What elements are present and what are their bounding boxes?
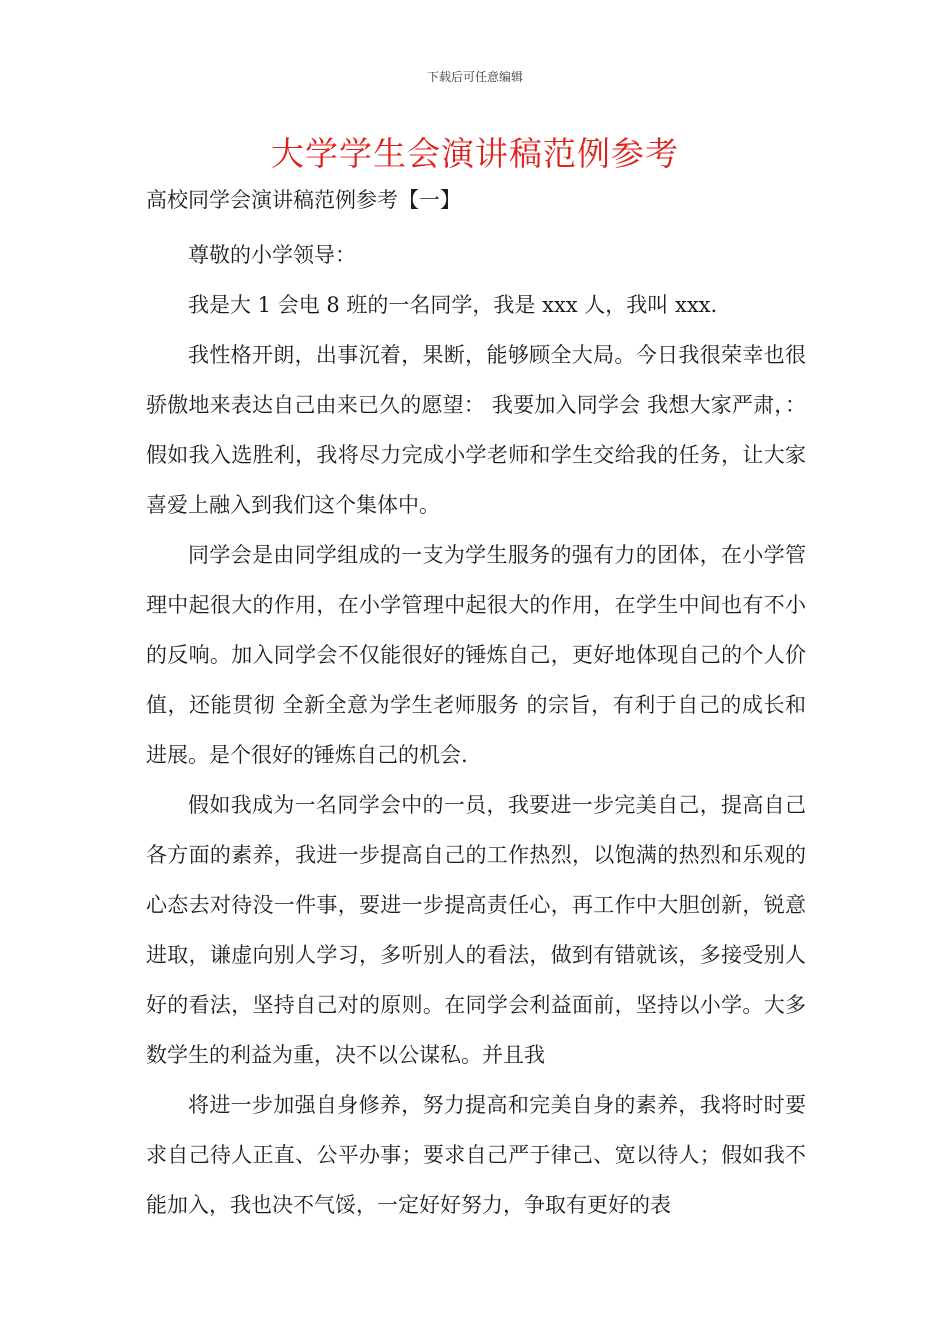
paragraph: 同学会是由同学组成的一支为学生服务的强有力的团体，在小学管理中起很大的作用，在小学管理中起很大的作用，在学生中间也有不小的反响。加入同学会不仅能很好的锤炼自己，更好地体现自己的个人价值，还能贯彻 全新全意为学生老师服务 的宗旨，有利于自己的成长和进展。是个很好的锤炼自己的机会. bbox=[146, 543, 806, 767]
paragraph: 尊敬的小学领导： bbox=[188, 243, 356, 267]
paragraph: 我性格开朗，出事沉着，果断，能够顾全大局。今日我很荣幸也很骄傲地来表达自己由来已久的愿望： 我要加入同学会 我想大家严肃，： 假如我入选胜利，我将尽力完成小学老师和学生交给我的任务，让大家喜爱上融入到我们这个集体中。 bbox=[146, 343, 806, 517]
paragraph: 我是大 1 会电 8 班的一名同学，我是 xxx 人，我叫 xxx. bbox=[188, 293, 718, 317]
section-subtitle: 高校同学会演讲稿范例参考【一】 bbox=[146, 188, 461, 212]
document-body bbox=[146, 230, 806, 1230]
document-title: 大学学生会演讲稿范例参考 bbox=[271, 134, 679, 173]
paragraph: 将进一步加强自身修养，努力提高和完美自身的素养，我将时时要求自己待人正直、公平办事；要求自己严于律己、宽以待人；假如我不能加入，我也决不气馁，一定好好努力，争取有更好的表 bbox=[146, 1093, 806, 1217]
paragraph: 假如我成为一名同学会中的一员，我要进一步完美自己，提高自己各方面的素养，我进一步提高自己的工作热烈，以饱满的热烈和乐观的心态去对待没一件事，要进一步提高责任心，再工作中大胆创新，锐意进取，谦虚向别人学习，多听别人的看法，做到有错就该，多接受别人好的看法，坚持自己对的原则。在同学会利益面前，坚持以小学。大多数学生的利益为重，决不以公谋私。并且我 bbox=[146, 793, 806, 1067]
header-note: 下载后可任意编辑 bbox=[426, 70, 523, 84]
